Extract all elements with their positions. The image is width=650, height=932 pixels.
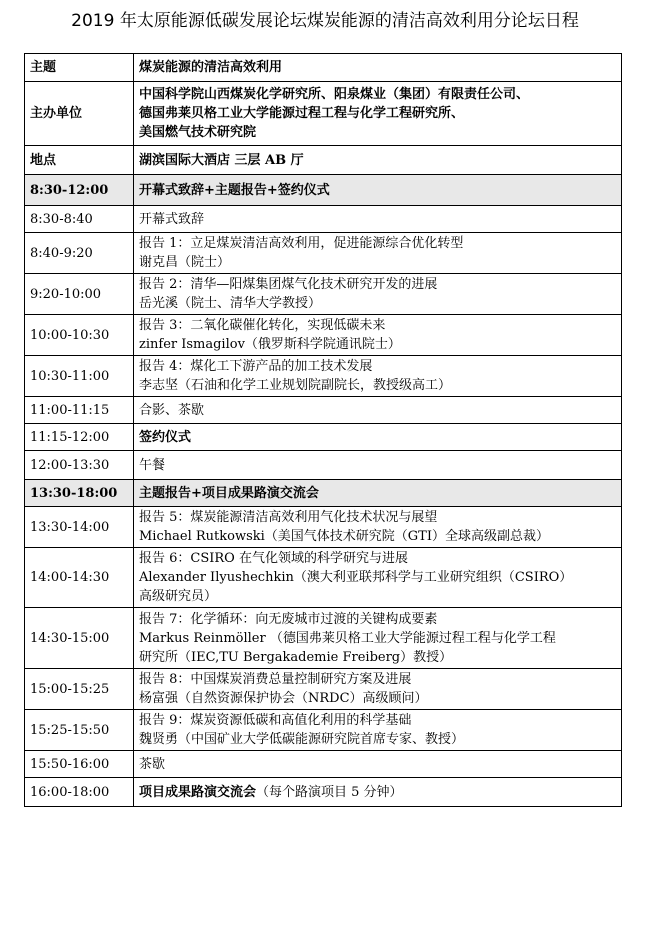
agenda-item	[134, 608, 622, 669]
agenda-item-line: 报告 7：化学循环：向无废城市过渡的关键构成要素	[139, 611, 438, 627]
agenda-item	[134, 315, 622, 356]
agenda-item	[134, 507, 622, 548]
agenda-item-line: 午餐	[139, 457, 166, 473]
agenda-item-line: 签约仪式	[139, 429, 192, 445]
agenda-item	[134, 356, 622, 397]
agenda-row	[25, 356, 622, 397]
agenda-item-line: 茶歇	[139, 756, 166, 772]
agenda-item	[134, 548, 622, 608]
time-cell: 8:30-8:40	[25, 206, 134, 233]
info-value	[134, 82, 622, 146]
info-value-line: 煤炭能源的清洁高效利用	[139, 60, 283, 75]
agenda-item-line: 开幕式致辞+主题报告+签约仪式	[139, 182, 330, 198]
time-cell: 10:30-11:00	[25, 356, 134, 397]
agenda-row	[25, 778, 622, 807]
agenda-item-line: 魏贤勇（中国矿业大学低碳能源研究院首席专家、教授）	[139, 732, 465, 747]
agenda-item-line: Alexander Ilyushechkin（澳大利亚联邦科学与工业研究组织（CSIRO）	[139, 570, 573, 585]
time-cell: 8:30-12:00	[25, 175, 134, 206]
info-label: 主题	[25, 54, 134, 82]
agenda-item	[134, 397, 622, 424]
agenda-item-line: 杨富强（自然资源保护协会（NRDC）高级顾问）	[139, 691, 428, 706]
time-cell: 13:30-14:00	[25, 507, 134, 548]
time-cell: 15:00-15:25	[25, 669, 134, 710]
agenda-item-line: 报告 4：煤化工下游产品的加工技术发展	[139, 359, 373, 374]
info-row	[25, 146, 622, 175]
agenda-row	[25, 548, 622, 608]
agenda-item	[134, 751, 622, 778]
schedule-body	[25, 54, 622, 807]
info-value	[134, 54, 622, 82]
time-cell: 16:00-18:00	[25, 778, 134, 807]
agenda-item-line: 报告 8：中国煤炭消费总量控制研究方案及进展	[139, 672, 412, 687]
agenda-row	[25, 315, 622, 356]
agenda-item-line-text: 项目成果路演交流会（每个路演项目 5 分钟）	[139, 784, 403, 800]
agenda-row	[25, 233, 622, 274]
agenda-row	[25, 274, 622, 315]
agenda-item-line: 报告 9：煤炭资源低碳和高值化利用的科学基础	[139, 713, 412, 728]
agenda-item-line: 李志坚（石油和化学工业规划院副院长，教授级高工）	[139, 378, 452, 393]
agenda-row	[25, 397, 622, 424]
time-cell: 8:40-9:20	[25, 233, 134, 274]
time-cell: 12:00-13:30	[25, 451, 134, 480]
agenda-item	[134, 175, 622, 206]
agenda-row	[25, 507, 622, 548]
agenda-item-line: 合影、茶歇	[139, 402, 205, 418]
agenda-item-line: zinfer Ismagilov（俄罗斯科学院通讯院士）	[139, 337, 401, 352]
agenda-row	[25, 608, 622, 669]
time-cell: 11:00-11:15	[25, 397, 134, 424]
time-cell: 14:30-15:00	[25, 608, 134, 669]
agenda-item-line: 报告 5：煤炭能源清洁高效利用气化技术状况与展望	[139, 510, 438, 525]
agenda-item	[134, 480, 622, 507]
info-label: 地点	[25, 146, 134, 175]
agenda-item	[134, 778, 622, 807]
schedule-table	[24, 53, 622, 807]
time-cell: 13:30-18:00	[25, 480, 134, 507]
info-value-line: 湖滨国际大酒店 三层 AB 厅	[139, 152, 304, 168]
info-label: 主办单位	[25, 82, 134, 146]
time-cell: 14:00-14:30	[25, 548, 134, 608]
agenda-row	[25, 710, 622, 751]
agenda-item	[134, 669, 622, 710]
agenda-item-line: 岳光溪（院士、清华大学教授）	[139, 296, 322, 311]
info-value-line: 中国科学院山西煤炭化学研究所、阳泉煤业（集团）有限责任公司、	[139, 87, 530, 102]
time-cell: 15:25-15:50	[25, 710, 134, 751]
info-value-line: 美国燃气技术研究院	[139, 125, 257, 140]
agenda-item-line: 报告 2：清华—阳煤集团煤气化技术研究开发的进展	[139, 277, 438, 292]
agenda-item-line	[139, 783, 615, 802]
info-value-line: 德国弗莱贝格工业大学能源过程工程与化学工程研究所、	[139, 106, 465, 121]
info-value	[134, 146, 622, 175]
section-row	[25, 480, 622, 507]
agenda-row	[25, 206, 622, 233]
section-row	[25, 175, 622, 206]
agenda-row	[25, 424, 622, 451]
page-title: 2019 年太原能源低碳发展论坛煤炭能源的清洁高效利用分论坛日程	[71, 11, 579, 31]
time-cell: 11:15-12:00	[25, 424, 134, 451]
agenda-item-line: 主题报告+项目成果路演交流会	[139, 485, 319, 501]
agenda-item	[134, 424, 622, 451]
agenda-item	[134, 206, 622, 233]
time-cell: 9:20-10:00	[25, 274, 134, 315]
agenda-item-line: 谢克昌（院士）	[139, 255, 231, 270]
agenda-item-line: Michael Rutkowski（美国气体技术研究院（GTI）全球高级副总裁）	[139, 529, 549, 544]
agenda-item	[134, 274, 622, 315]
agenda-item	[134, 710, 622, 751]
agenda-item-line: 报告 1：立足煤炭清洁高效利用，促进能源综合优化转型	[139, 236, 464, 251]
agenda-item-line: 高级研究员）	[139, 589, 218, 604]
time-cell: 15:50-16:00	[25, 751, 134, 778]
agenda-item	[134, 233, 622, 274]
agenda-item-line: 研究所（IEC,TU Bergakademie Freiberg）教授）	[139, 649, 453, 665]
agenda-item-line: 报告 6：CSIRO 在气化领域的科学研究与进展	[139, 551, 408, 566]
agenda-item-line: 开幕式致辞	[139, 211, 205, 227]
agenda-row	[25, 669, 622, 710]
time-cell: 10:00-10:30	[25, 315, 134, 356]
agenda-row	[25, 751, 622, 778]
agenda-item-line: 报告 3：二氧化碳催化转化，实现低碳未来	[139, 318, 386, 333]
info-row	[25, 54, 622, 82]
agenda-item-line: Markus Reinmöller （德国弗莱贝格工业大学能源过程工程与化学工程	[139, 630, 556, 646]
agenda-item	[134, 451, 622, 480]
agenda-row	[25, 451, 622, 480]
info-row	[25, 82, 622, 146]
